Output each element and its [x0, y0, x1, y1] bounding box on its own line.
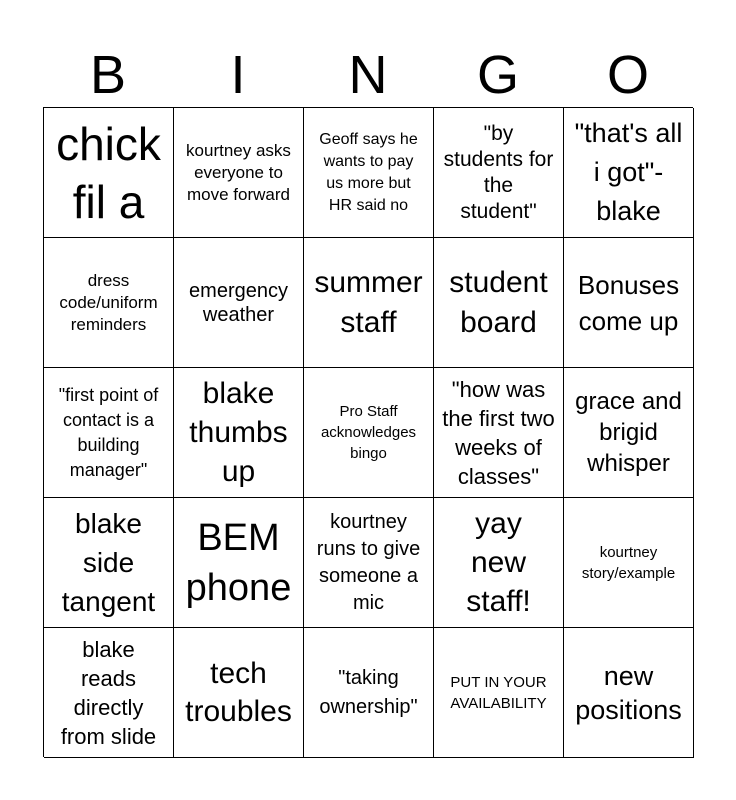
bingo-cell-24[interactable] [434, 628, 564, 758]
cell-label: kourtney story/example [581, 543, 676, 582]
bingo-cell-2[interactable] [174, 108, 304, 238]
bingo-cell-3[interactable] [304, 108, 434, 238]
cell-label: tech troubles [185, 656, 292, 728]
bingo-cell-13[interactable] [304, 368, 434, 498]
bingo-cell-23[interactable] [304, 628, 434, 758]
cell-label: "taking ownership" [319, 666, 418, 718]
bingo-cell-1[interactable] [44, 108, 174, 238]
bingo-cell-11[interactable] [44, 368, 174, 498]
bingo-cell-20[interactable] [564, 498, 694, 628]
bingo-cell-25[interactable] [564, 628, 694, 758]
bingo-cell-19[interactable] [434, 498, 564, 628]
bingo-cell-14[interactable] [434, 368, 564, 498]
bingo-header [43, 44, 693, 106]
cell-label: "that's all i got"- blake [574, 118, 683, 226]
cell-label: PUT IN YOUR AVAILABILITY [450, 673, 547, 712]
cell-label: blake reads directly from slide [60, 636, 157, 749]
header-letter-n: N [348, 45, 388, 105]
bingo-cell-7[interactable] [174, 238, 304, 368]
cell-label: "how was the first two weeks of classes" [442, 376, 555, 489]
bingo-board [43, 107, 693, 757]
cell-label: BEM phone [185, 516, 292, 609]
bingo-cell-16[interactable] [44, 498, 174, 628]
cell-label: blake thumbs up [189, 377, 288, 488]
cell-label: Bonuses come up [577, 269, 680, 336]
bingo-cell-10[interactable] [564, 238, 694, 368]
cell-label: kourtney asks everyone to move forward [186, 140, 291, 204]
cell-label: blake side tangent [61, 508, 156, 617]
bingo-cell-22[interactable] [174, 628, 304, 758]
cell-label: emergency weather [189, 279, 288, 326]
bingo-cell-8[interactable] [304, 238, 434, 368]
bingo-cell-6[interactable] [44, 238, 174, 368]
cell-label: dress code/uniform reminders [59, 270, 158, 334]
header-letter-i: I [230, 45, 246, 105]
cell-label: summer staff [314, 265, 423, 339]
cell-label: kourtney runs to give someone a mic [316, 510, 421, 614]
cell-label: chick fil a [56, 117, 161, 228]
header-letter-g: G [476, 45, 519, 105]
bingo-cell-4[interactable] [434, 108, 564, 238]
bingo-cell-17[interactable] [174, 498, 304, 628]
cell-label: Pro Staff acknowledges bingo [320, 403, 417, 462]
bingo-cell-12[interactable] [174, 368, 304, 498]
cell-label: Geoff says he wants to pay us more but HR said no [319, 130, 418, 214]
header-letter-o: O [606, 45, 649, 105]
cell-label: new positions [575, 660, 682, 725]
cell-label: grace and brigid whisper [575, 388, 682, 477]
cell-label: "first point of contact is a building manager" [58, 384, 159, 480]
bingo-cell-18[interactable] [304, 498, 434, 628]
header-letter-b: B [89, 45, 127, 105]
cell-label: student board [449, 265, 548, 339]
bingo-cell-21[interactable] [44, 628, 174, 758]
bingo-cell-5[interactable] [564, 108, 694, 238]
bingo-cell-15[interactable] [564, 368, 694, 498]
cell-label: "by students for the student" [443, 121, 554, 223]
cell-label: yay new staff! [466, 507, 531, 618]
bingo-cell-9[interactable] [434, 238, 564, 368]
